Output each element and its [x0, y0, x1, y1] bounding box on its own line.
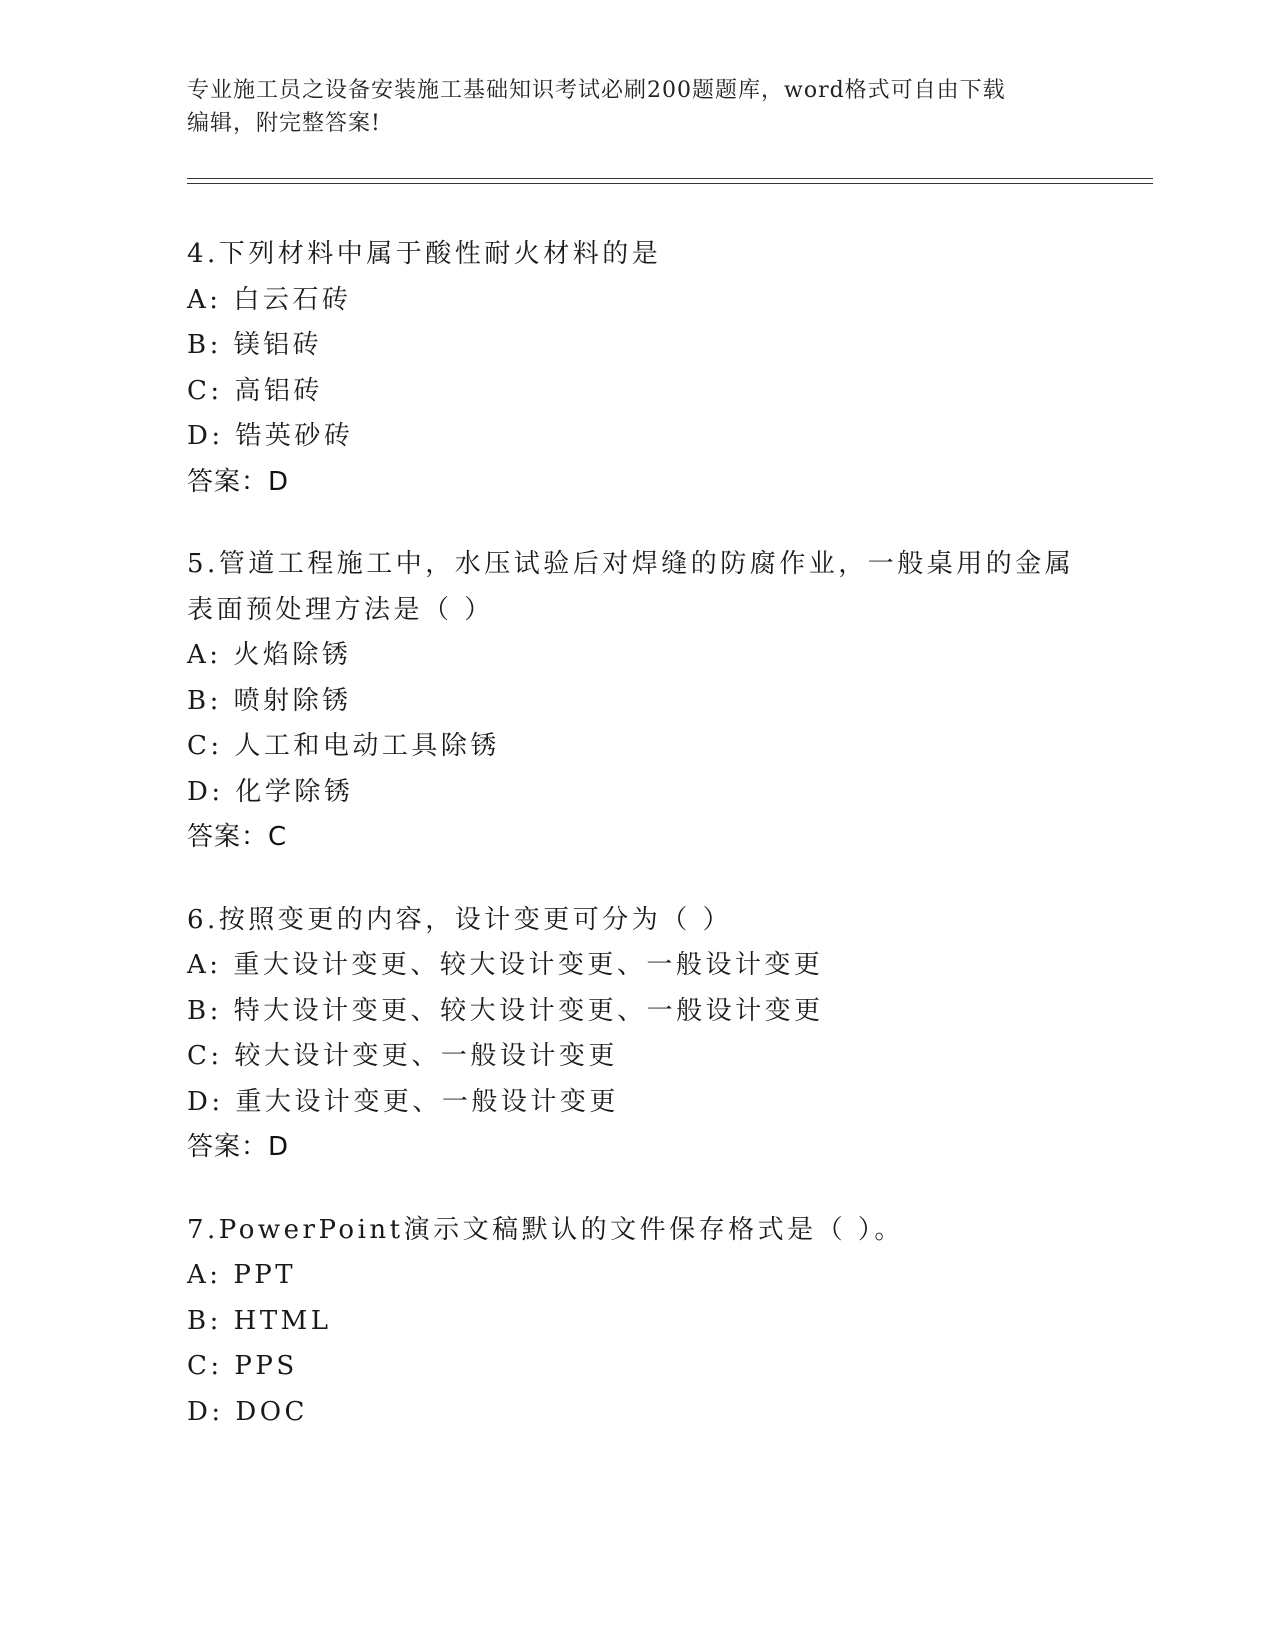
- option-text: 火焰除锈: [233, 640, 352, 670]
- option-d: [187, 1390, 1087, 1436]
- header-line-1: 专业施工员之设备安装施工基础知识考试必刷200题题库，word格式可自由下载: [187, 78, 1006, 103]
- option-text: 锆英砂砖: [235, 421, 354, 451]
- option-label: A:: [187, 1260, 234, 1290]
- header-line-2: 编辑，附完整答案!: [187, 111, 381, 136]
- question-list: [187, 232, 1087, 1472]
- header-rule-bottom: [187, 183, 1153, 184]
- option-text: 较大设计变更、一般设计变更: [234, 1041, 618, 1071]
- question-5: [187, 542, 1087, 861]
- option-label: C:: [187, 731, 235, 761]
- option-text: HTML: [233, 1305, 332, 1336]
- document-header: [187, 74, 1087, 140]
- option-b: [187, 989, 1087, 1035]
- option-c: [187, 1034, 1087, 1080]
- question-4: [187, 232, 1087, 505]
- option-label: D:: [187, 776, 236, 807]
- option-label: B:: [187, 330, 234, 360]
- option-label: A:: [187, 284, 234, 315]
- option-label: A:: [187, 640, 234, 670]
- option-a: [187, 633, 1087, 679]
- option-text: 特大设计变更、较大设计变更、一般设计变更: [233, 995, 824, 1026]
- question-stem-continued: 表面预处理方法是（ ）: [187, 594, 494, 625]
- option-label: B:: [187, 685, 234, 716]
- question-stem: 5.管道工程施工中，水压试验后对焊缝的防腐作业，一般桌用的金属: [187, 549, 1075, 579]
- option-c: [187, 1344, 1087, 1390]
- question-6: [187, 898, 1087, 1171]
- option-text: PPS: [234, 1351, 298, 1381]
- option-text: 白云石砖: [233, 284, 352, 315]
- option-text: 化学除锈: [235, 776, 354, 807]
- option-text: PPT: [233, 1260, 297, 1290]
- question-stem: 6.按照变更的内容，设计变更可分为（ ）: [187, 904, 733, 935]
- option-c: [187, 724, 1087, 770]
- option-d: [187, 1080, 1087, 1126]
- option-text: 重大设计变更、较大设计变更、一般设计变更: [233, 950, 824, 980]
- option-label: C:: [187, 1041, 235, 1071]
- option-text: 喷射除锈: [233, 685, 352, 716]
- option-a: [187, 1253, 1087, 1299]
- option-text: 镁铝砖: [233, 330, 323, 360]
- option-label: C:: [187, 375, 235, 406]
- option-d: [187, 770, 1087, 816]
- option-label: D:: [187, 421, 236, 451]
- question-stem: 4.下列材料中属于酸性耐火材料的是: [187, 239, 662, 269]
- option-b: [187, 323, 1087, 369]
- option-label: A:: [187, 950, 234, 980]
- option-label: B:: [187, 1305, 234, 1336]
- option-label: B:: [187, 995, 234, 1026]
- option-label: D:: [187, 1396, 236, 1427]
- option-text: 人工和电动工具除锈: [234, 731, 500, 761]
- option-c: [187, 369, 1087, 415]
- option-b: [187, 1299, 1087, 1345]
- answer: 答案：C: [187, 822, 288, 852]
- option-b: [187, 679, 1087, 725]
- answer: 答案：D: [187, 1132, 290, 1162]
- question-7: [187, 1208, 1087, 1436]
- option-label: C:: [187, 1351, 235, 1381]
- option-a: [187, 943, 1087, 989]
- option-text: 高铝砖: [234, 375, 323, 406]
- header-rule-top: [187, 178, 1153, 179]
- question-stem: 7.PowerPoint演示文稿默认的文件保存格式是（ ）。: [187, 1214, 904, 1245]
- option-text: DOC: [235, 1396, 308, 1427]
- option-label: D:: [187, 1086, 236, 1117]
- answer: 答案：D: [187, 466, 290, 497]
- option-a: [187, 278, 1087, 324]
- option-d: [187, 414, 1087, 460]
- option-text: 重大设计变更、一般设计变更: [235, 1086, 619, 1117]
